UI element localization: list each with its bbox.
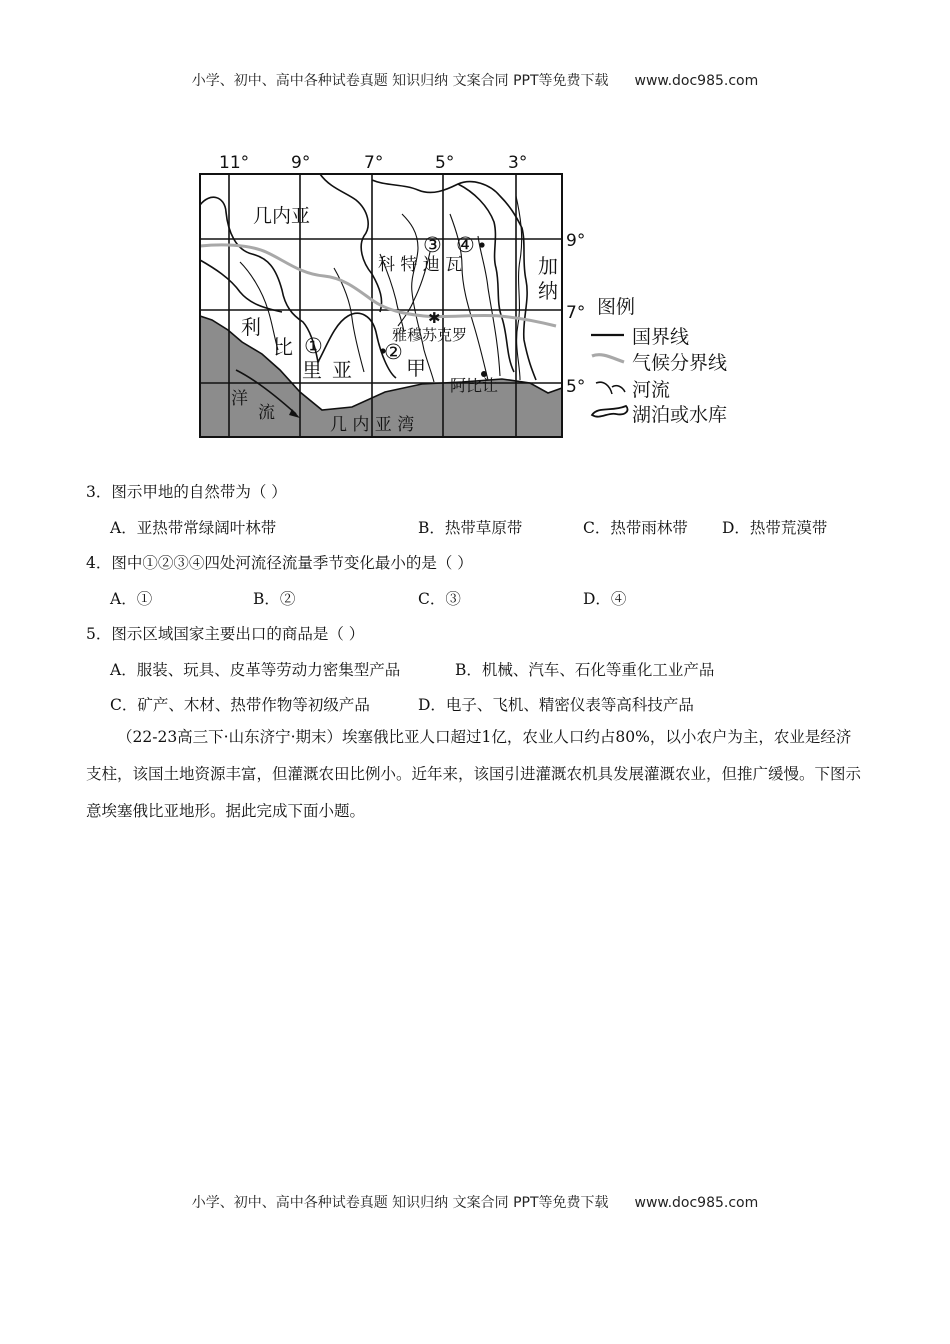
header-text: 小学、初中、高中各种试卷真题 知识归纳 文案合同 PPT等免费下载 — [191, 73, 609, 89]
label-guinea: 几内亚 — [253, 205, 311, 227]
legend-title: 图例 — [597, 296, 636, 318]
west-africa-map — [192, 148, 752, 448]
label-current-2: 流 — [258, 403, 275, 423]
lat-label-5: 5° — [566, 377, 586, 397]
label-ghana-1: 加 — [538, 254, 558, 278]
legend-river-symbol — [596, 382, 625, 394]
label-liberia-4: 亚 — [332, 358, 352, 382]
legend-climate-symbol — [592, 355, 624, 362]
q3-option-c[interactable]: C．热带雨林带 — [583, 519, 688, 537]
map-legend — [591, 296, 727, 426]
label-yamoussoukro: 雅穆苏克罗 — [392, 326, 468, 344]
passage-paragraph — [86, 719, 866, 830]
q5-option-b[interactable]: B．机械、汽车、石化等重化工业产品 — [455, 661, 715, 679]
lon-label-7: 7° — [364, 153, 384, 173]
q4-option-c[interactable]: C．③ — [418, 590, 461, 608]
q3-option-d[interactable]: D．热带荒漠带 — [722, 519, 828, 537]
passage-text: （22-23高三下·山东济宁·期末）埃塞俄比亚人口超过1亿，农业人口约占80%，以小农户为主，农业是经济支柱，该国土地资源丰富，但灌溉农田比例小。近年来，该国引进灌溉农机具发展灌溉农业，但推广缓慢。下图示意埃塞俄比亚地形。据此完成下面小题。 — [86, 728, 862, 820]
lon-label-5: 5° — [435, 153, 455, 173]
q3-option-a[interactable]: A．亚热带常绿阔叶林带 — [110, 519, 277, 537]
label-liberia-2: 比 — [273, 335, 293, 359]
marker-1: ① — [304, 334, 323, 358]
legend-lake-label: 湖泊或水库 — [632, 404, 728, 426]
label-jia: 甲 — [406, 356, 426, 380]
q4-option-a[interactable]: A．① — [110, 590, 153, 608]
question-3-stem: 3．图示甲地的自然带为（ ） — [86, 483, 287, 501]
svg-text:✱: ✱ — [428, 309, 441, 327]
lat-label-9: 9° — [566, 231, 586, 251]
page-header — [0, 70, 950, 90]
label-gulf-of-guinea: 几 内 亚 湾 — [330, 415, 415, 435]
label-abidjan: 阿比让 — [450, 376, 499, 395]
lat-label-7: 7° — [566, 303, 586, 323]
legend-border-label: 国界线 — [632, 326, 690, 348]
footer-url: www.doc985.com — [634, 1195, 759, 1211]
lon-label-11: 11° — [219, 153, 250, 173]
lon-label-3: 3° — [508, 153, 528, 173]
marker-2: ② — [384, 340, 403, 364]
q5-option-c[interactable]: C．矿产、木材、热带作物等初级产品 — [110, 696, 370, 714]
marker-4: ④ — [456, 233, 475, 257]
label-ghana-2: 纳 — [538, 279, 558, 303]
label-liberia-1: 利 — [241, 315, 261, 339]
question-4-stem: 4．图中①②③④四处河流径流量季节变化最小的是（ ） — [86, 554, 473, 572]
q4-option-d[interactable]: D．④ — [583, 590, 627, 608]
page-footer — [0, 1192, 950, 1212]
q3-option-b[interactable]: B．热带草原带 — [418, 519, 523, 537]
q5-option-d[interactable]: D．电子、飞机、精密仪表等高科技产品 — [418, 696, 694, 714]
question-5-stem: 5．图示区域国家主要出口的商品是（ ） — [86, 625, 365, 643]
footer-text: 小学、初中、高中各种试卷真题 知识归纳 文案合同 PPT等免费下载 — [191, 1195, 609, 1211]
label-liberia-3: 里 — [302, 358, 322, 382]
q5-option-a[interactable]: A．服装、玩具、皮革等劳动力密集型产品 — [110, 661, 401, 679]
label-current-1: 洋 — [231, 389, 248, 409]
legend-lake-symbol — [592, 406, 628, 417]
legend-climate-label: 气候分界线 — [632, 352, 728, 374]
legend-river-label: 河流 — [632, 379, 671, 401]
label-cote-divoire: 科 特 迪 瓦 — [378, 255, 463, 275]
lon-label-9: 9° — [291, 153, 311, 173]
q4-option-b[interactable]: B．② — [253, 590, 296, 608]
marker-3: ③ — [423, 233, 442, 257]
header-url: www.doc985.com — [634, 73, 759, 89]
